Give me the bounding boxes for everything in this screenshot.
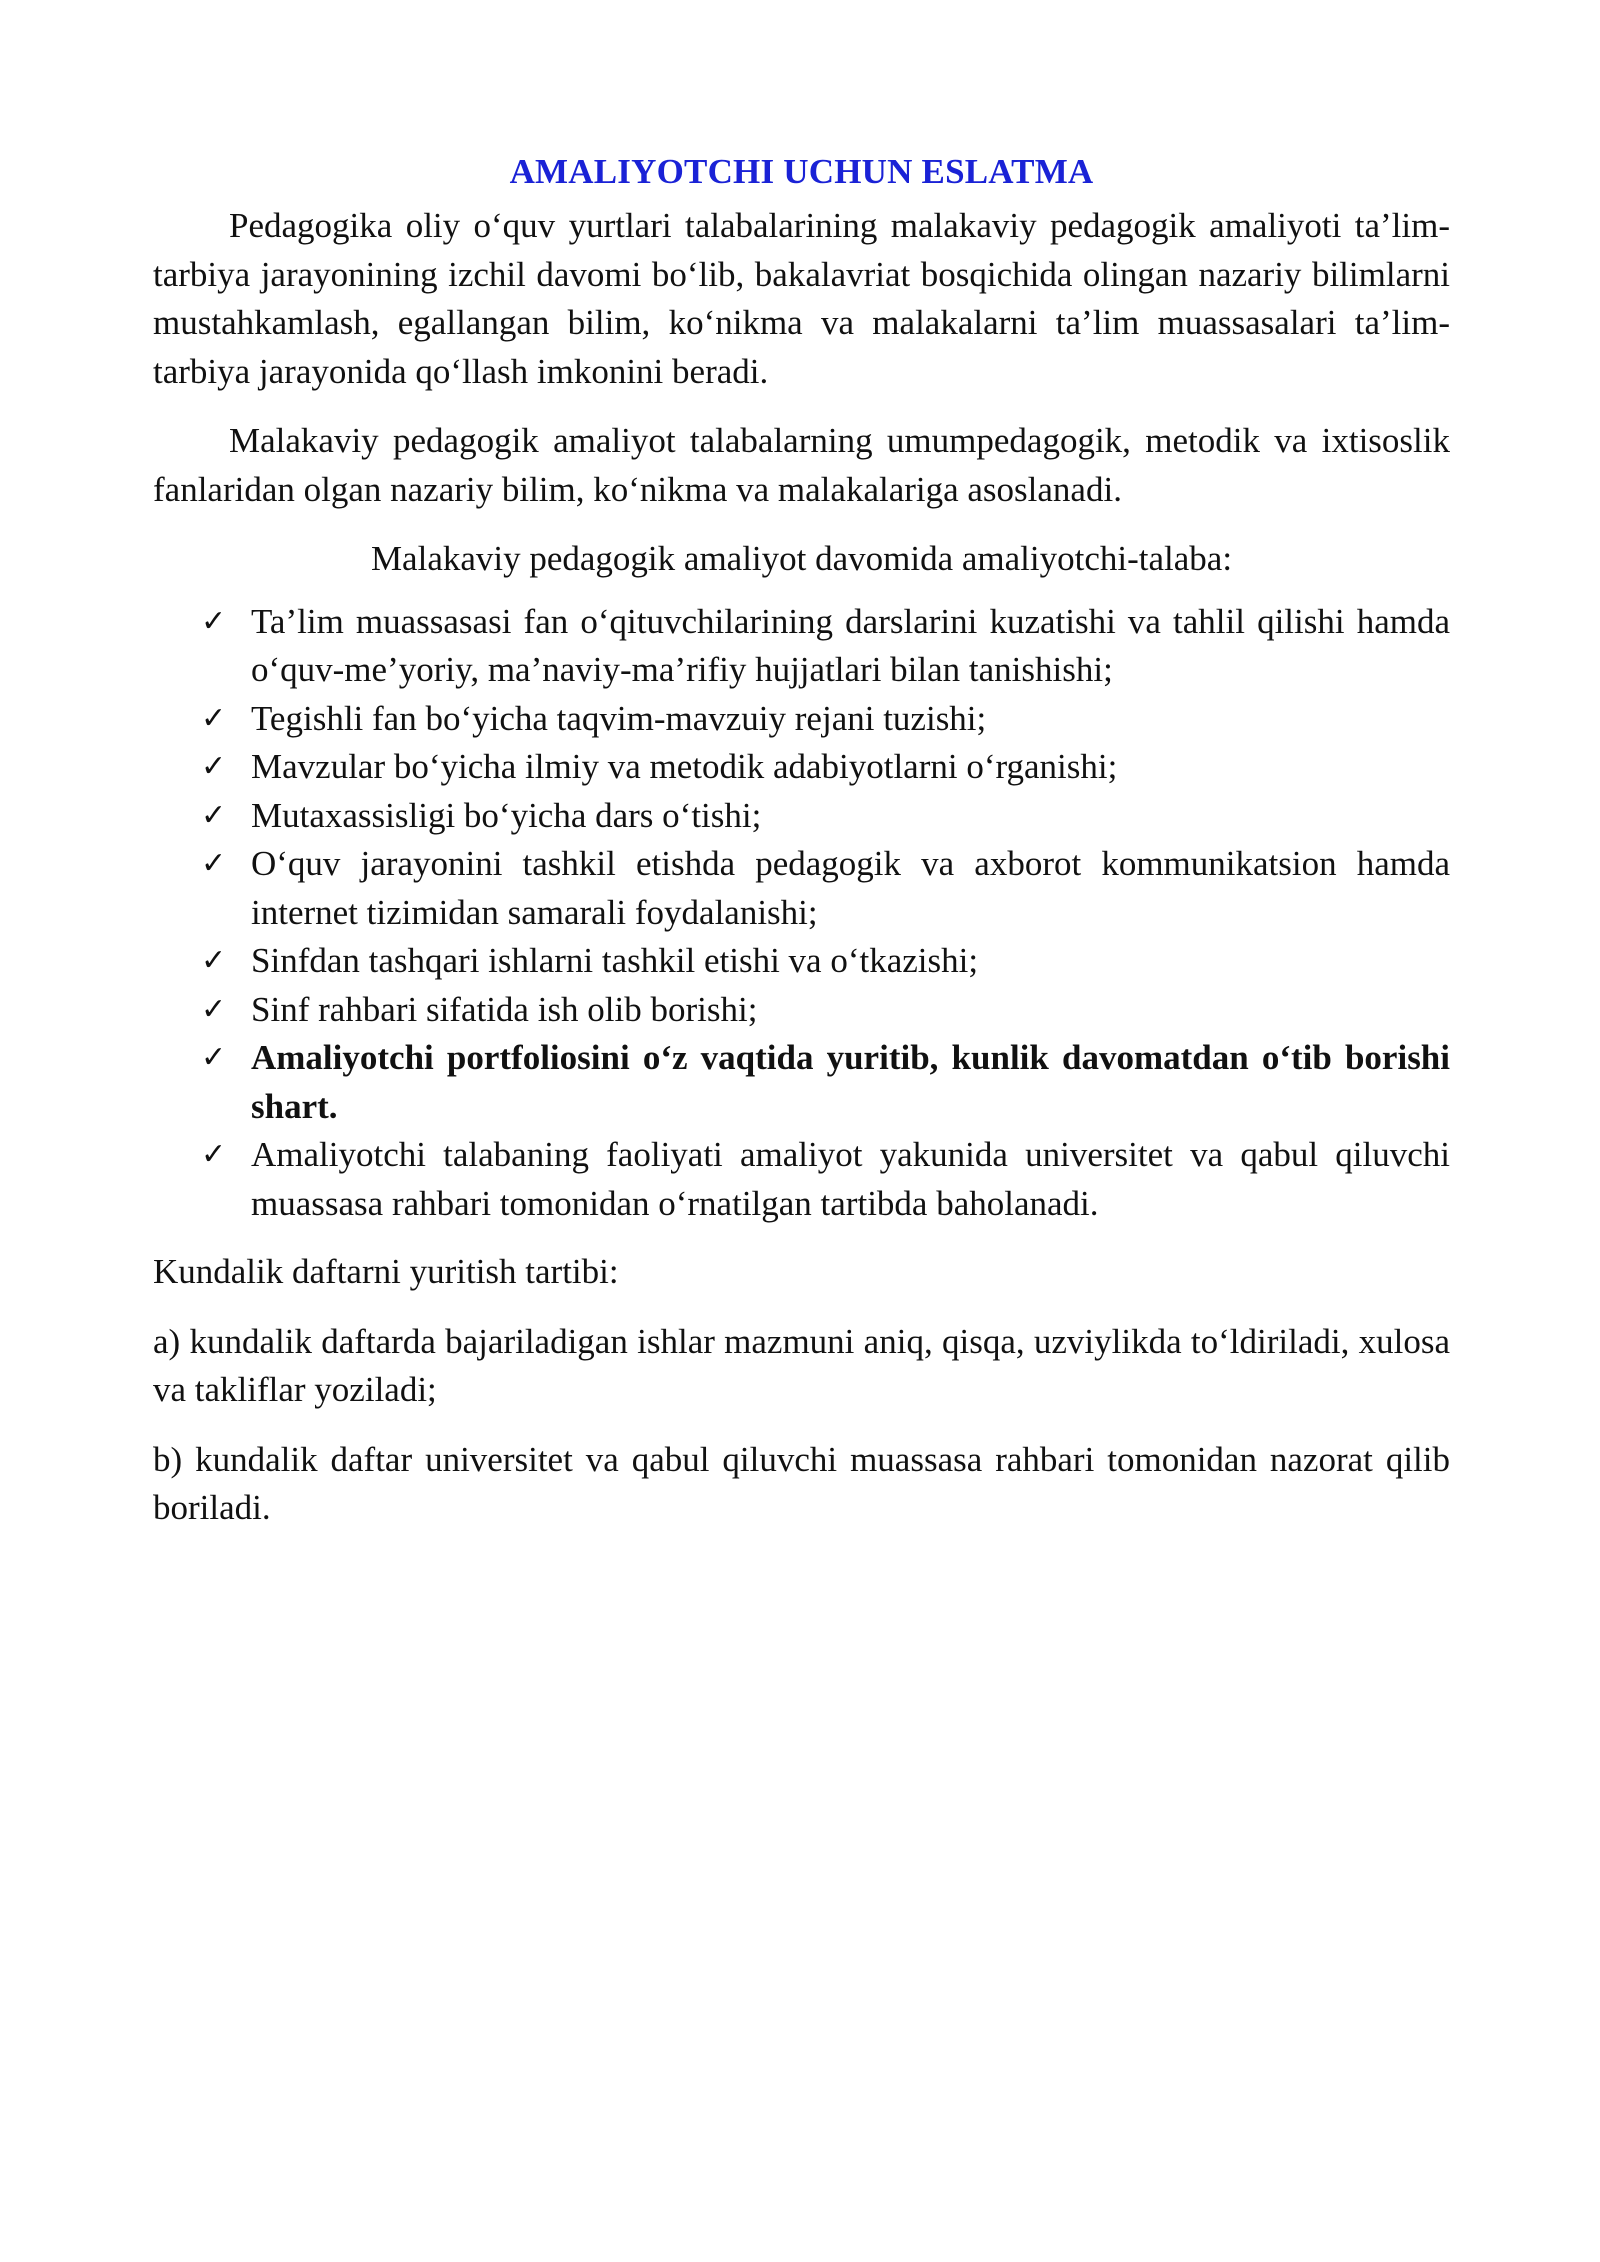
checkmark-icon: ✓ <box>201 846 227 881</box>
list-item <box>201 695 1450 744</box>
list-item-text: O‘quv jarayonini tashkil etishda pedagogik va axborot kommunikatsion hamda internet tizimidan samarali foydalanishi; <box>251 844 1450 932</box>
list-lead: Malakaviy pedagogik amaliyot davomida amaliyotchi-talaba: <box>370 539 1233 578</box>
checkmark-icon: ✓ <box>201 700 227 736</box>
diary-rule-b: b) kundalik daftar universitet va qabul qiluvchi muassasa rahbari tomonidan nazorat qilib boriladi. <box>153 1439 1450 1527</box>
list-item <box>201 937 1450 986</box>
list-item-important <box>201 1034 1450 1131</box>
list-item-text: Sinfdan tashqari ishlarni tashkil etishi va o‘tkazishi; <box>251 941 979 980</box>
duties-list <box>201 598 1450 1229</box>
checkmark-icon: ✓ <box>201 749 227 784</box>
list-item <box>201 743 1450 792</box>
list-item <box>201 840 1450 937</box>
checkmark-icon: ✓ <box>201 1137 227 1172</box>
list-item-text: Amaliyotchi talabaning faoliyati amaliyot yakunida universitet va qabul qiluvchi muassasa rahbari tomonidan o‘rnatilgan tartibda baholanadi. <box>251 1135 1450 1223</box>
list-item <box>201 986 1450 1035</box>
checkmark-icon: ✓ <box>201 797 227 833</box>
checkmark-icon: ✓ <box>201 1040 227 1075</box>
checkmark-icon: ✓ <box>201 991 227 1027</box>
list-item-text: Mavzular bo‘yicha ilmiy va metodik adabiyotlarni o‘rganishi; <box>251 747 1118 786</box>
list-item-text: Sinf rahbari sifatida ish olib borishi; <box>251 989 758 1029</box>
list-item-text: Tegishli fan bo‘yicha taqvim-mavzuiy rejani tuzishi; <box>251 698 987 738</box>
list-item-text: Ta’lim muassasasi fan o‘qituvchilarining darslarini kuzatishi va tahlil qilishi hamda o‘quv-me’yoriy, ma’naviy-ma’rifiy hujjatlari bilan tanishishi; <box>251 601 1450 689</box>
intro-paragraph-2: Malakaviy pedagogik amaliyot talabalarning umumpedagogik, metodik va ixtisoslik fanlaridan olgan nazariy bilim, ko‘nikma va malakalariga asoslanadi. <box>153 421 1450 509</box>
checkmark-icon: ✓ <box>201 603 227 639</box>
diary-heading: Kundalik daftarni yuritish tartibi: <box>153 1252 619 1291</box>
checkmark-icon: ✓ <box>201 943 227 978</box>
page-title: AMALIYOTCHI UCHUN ESLATMA <box>509 152 1094 191</box>
list-item-text: Amaliyotchi portfoliosini o‘z vaqtida yuritib, kunlik davomatdan o‘tib borishi shart. <box>251 1038 1450 1126</box>
diary-rule-a: a) kundalik daftarda bajariladigan ishlar mazmuni aniq, qisqa, uzviylikda to‘ldiriladi, xulosa va takliflar yoziladi; <box>153 1321 1450 1409</box>
list-item <box>201 598 1450 695</box>
list-item-text: Mutaxassisligi bo‘yicha dars o‘tishi; <box>251 795 762 835</box>
intro-paragraph-1: Pedagogika oliy o‘quv yurtlari talabalarining malakaviy pedagogik amaliyoti ta’lim-tarbiya jarayonining izchil davomi bo‘lib, bakalavriat bosqichida olingan nazariy bilimlarni mustahkamlash, egallangan bilim, ko‘nikma va malakalarni ta’lim muassasalari ta’lim-tarbiya jarayonida qo‘llash imkonini beradi. <box>153 206 1450 391</box>
list-item <box>201 792 1450 841</box>
list-item <box>201 1131 1450 1228</box>
